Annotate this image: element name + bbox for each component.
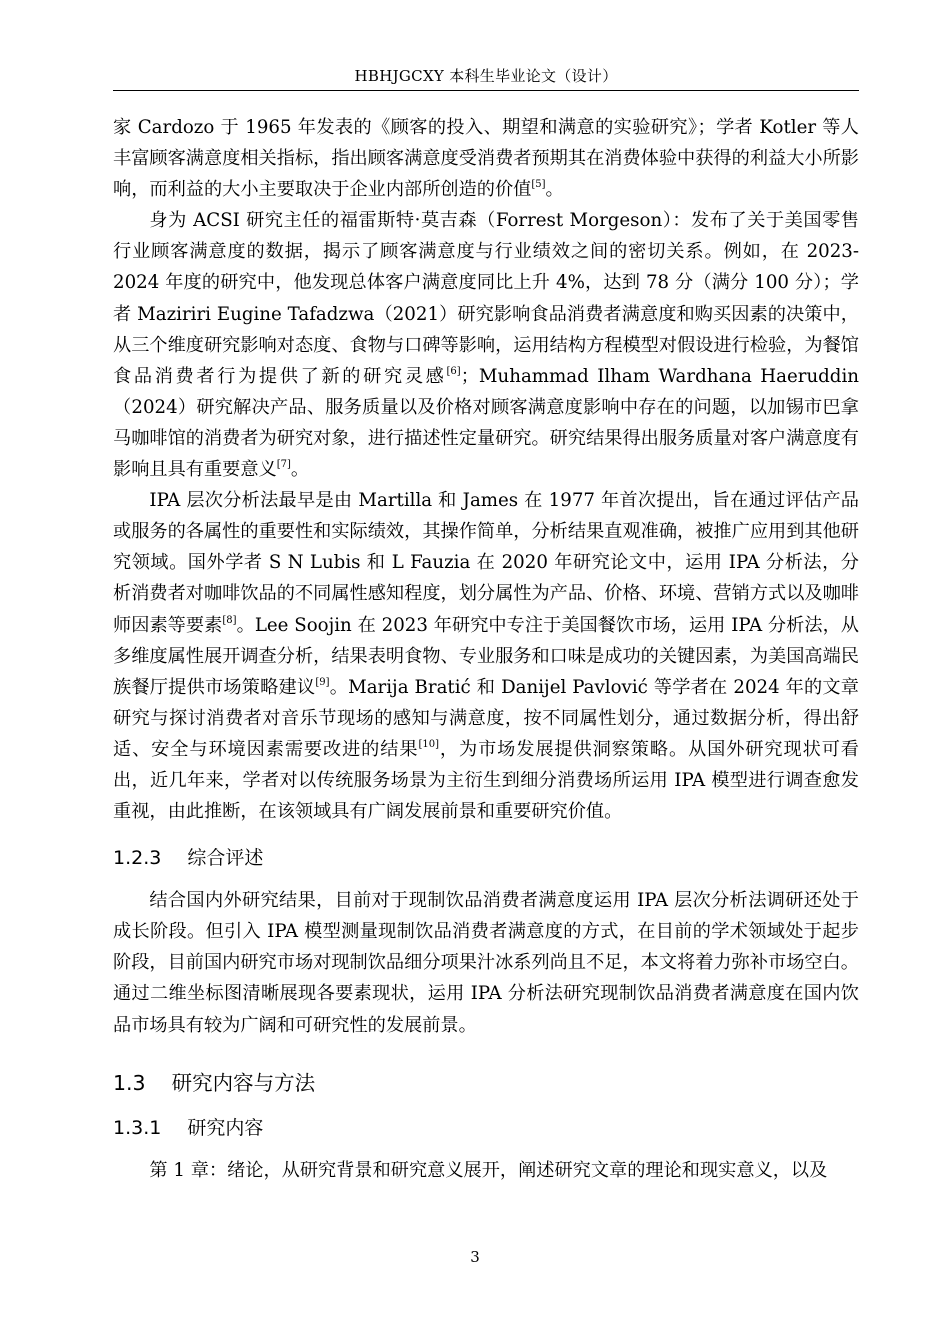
citation-10[interactable]: [10] xyxy=(418,738,439,750)
paragraph-3-text-b: 。Lee Soojin 在 2023 年研究中专注于美国餐饮市场，运用 IPA 分析法，从多维度属性展开调查分析，结果表明食物、专业服务和口味是成功的关键因素，为美国高端民族餐厅提供市场策略建议 xyxy=(113,614,859,698)
citation-7[interactable]: [7] xyxy=(276,459,291,471)
paragraph-1-text: 家 Cardozo 于 1965 年发表的《顾客的投入、期望和满意的实验研究》；学者 Kotler 等人丰富顾客满意度相关指标，指出顾客满意度受消费者预期其在消费体验中获得的利益大小所影响，而利益的大小主要取决于企业内部所创造的价值 xyxy=(113,117,859,201)
page-body xyxy=(113,112,859,1186)
citation-6[interactable]: [6] xyxy=(446,365,461,377)
section-title: 综合评述 xyxy=(187,847,264,870)
paragraph-4-text: 结合国内外研究结果，目前对于现制饮品消费者满意度运用 IPA 层次分析法调研还处于成长阶段。但引入 IPA 模型测量现制饮品消费者满意度的方式，在目前的学术领域处于起步阶段，目前国内研究市场对现制饮品细分项果汁冰系列尚且不足，本文将着力弥补市场空白。通过二维坐标图清晰展现各要素现状，运用 IPA 分析法研究现制饮品消费者满意度在国内饮品市场具有较为广阔和可研究性的发展前景。 xyxy=(113,890,859,1036)
paragraph-3-text-d: ，为市场发展提供洞察策略。从国外研究现状可看出，近几年来，学者对以传统服务场景为主衍生到细分消费场所运用 IPA 模型进行调查愈发重视，由此推断，在该领域具有广阔发展前景和重要研究价值。 xyxy=(113,738,859,823)
paragraph-4 xyxy=(113,885,859,1040)
citation-9[interactable]: [9] xyxy=(315,676,330,688)
paragraph-2-text-b: ；Muhammad Ilham Wardhana Haeruddin（2024）研究解决产品、服务质量以及价格对顾客满意度影响中存在的问题，以加锡市巴拿马咖啡馆的消费者为研究对象，进行描述性定量研究。研究结果得出服务质量对客户满意度有影响且具有重要意义 xyxy=(113,365,859,481)
paragraph-3-text-c: 。Marija Bratić 和 Danijel Pavlović 等学者在 2024 年的文章研究与探讨消费者对音乐节现场的感知与满意度，按不同属性划分，通过数据分析，得出舒适、安全与环境因素需要改进的结果 xyxy=(113,676,859,760)
paragraph-5 xyxy=(113,1155,859,1186)
paragraph-1-end: 。 xyxy=(545,179,564,201)
section-1-3-1-heading xyxy=(113,1113,859,1143)
citation-8[interactable]: [8] xyxy=(222,614,237,626)
section-1-2-3-heading xyxy=(113,843,859,873)
paragraph-3-text-a: IPA 层次分析法最早是由 Martilla 和 James 在 1977 年首次提出，旨在通过评估产品或服务的各属性的重要性和实际绩效，其操作简单，分析结果直观准确，被推广应用到其他研究领域。国外学者 S N Lubis 和 L Fauzia 在 2020 年研究论文中，运用 IPA 分析法，分析消费者对咖啡饮品的不同属性感知程度，划分属性为产品、价格、环境、营销方式以及咖啡师因素等要素 xyxy=(113,490,859,636)
paragraph-2-end: 。 xyxy=(290,459,310,481)
citation-5[interactable]: [5] xyxy=(531,179,546,191)
page-header xyxy=(113,64,859,88)
paragraph-3 xyxy=(113,485,859,827)
page-number xyxy=(0,1246,950,1268)
section-title: 研究内容 xyxy=(187,1116,264,1139)
paragraph-2 xyxy=(113,205,859,485)
page-number-text: 3 xyxy=(470,1248,480,1266)
section-1-3-heading xyxy=(113,1067,859,1099)
section-number: 1.3 xyxy=(113,1070,146,1095)
paragraph-2-text-a: 身为 ACSI 研究主任的福雷斯特·莫吉森（Forrest Morgeson）：发布了关于美国零售行业顾客满意度的数据，揭示了顾客满意度与行业绩效之间的密切关系。例如，在 2023-2024 年度的研究中，他发现总体客户满意度同比上升 4%，达到 78 分（满分 100 分）；学者 Maziriri Eugine Tafadzwa（2021）研究影响食品消费者满意度和购买因素的决策中，从三个维度研究影响对态度、食物与口碑等影响，运用结构方程模型对假设进行检验，为餐馆食品消费者行为提供了新的研究灵感 xyxy=(113,210,859,387)
header-rule xyxy=(113,90,859,91)
section-number: 1.2.3 xyxy=(113,847,162,870)
paragraph-5-text: 第 1 章：绪论，从研究背景和研究意义展开，阐述研究文章的理论和现实意义，以及 xyxy=(149,1159,828,1181)
section-number: 1.3.1 xyxy=(113,1116,162,1139)
paragraph-1 xyxy=(113,112,859,205)
section-title: 研究内容与方法 xyxy=(171,1070,316,1095)
header-title: HBHJGCXY 本科生毕业论文（设计） xyxy=(354,67,618,85)
